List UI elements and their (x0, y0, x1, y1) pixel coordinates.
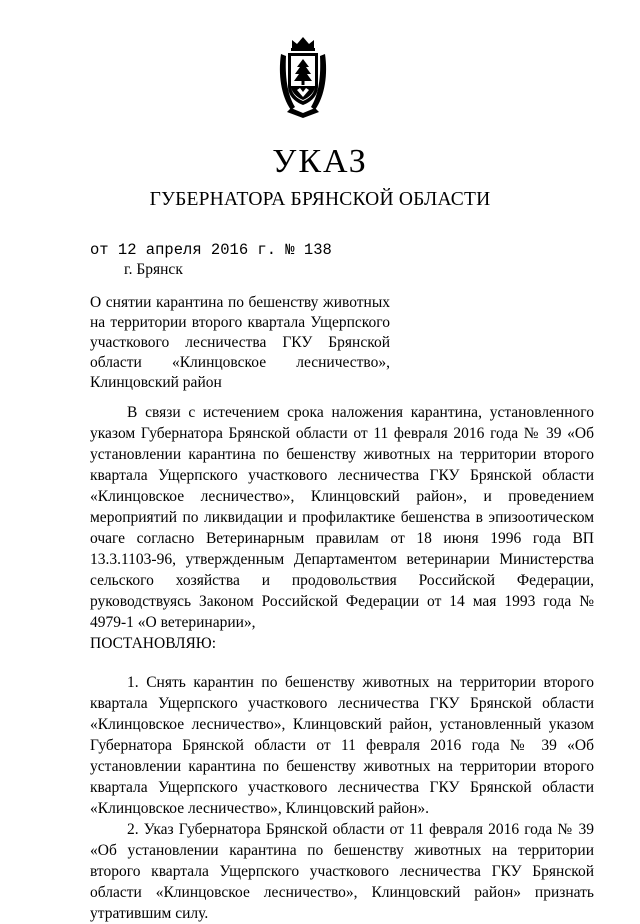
document-subtitle: ГУБЕРНАТОРА БРЯНСКОЙ ОБЛАСТИ (149, 189, 491, 210)
item-1-paragraph: 1. Снять карантин по бешенству животных на территории второго квартала Ущерпского участкового лесничества ГКУ Брянской области «Клинцовское лесничество», Клинцовский район, установленный указом Губернатора Брянской области от 11 февраля 2016 года № 39 «Об установлении карантина по бешенству животных на территории второго квартала Ущерпского участкового лесничества ГКУ Брянской области «Клинцовское лесничество», Клинцовский район». (90, 674, 594, 817)
date-and-number: от 12 апреля 2016 г. № 138 (90, 241, 332, 259)
document-subject: О снятии карантина по бешенству животных на территории второго квартала Ущерпского участкового лесничества ГКУ Брянской области «Клинцовское лесничество», Клинцовский район (90, 294, 390, 391)
city-label: г. Брянск (124, 261, 183, 278)
document-title: УКАЗ (272, 143, 368, 180)
item-2-paragraph: 2. Указ Губернатора Брянской области от 11 февраля 2016 года № 39 «Об установлении карантина по бешенству животных на территории второго квартала Ущерпского участкового лесничества ГКУ Брянской области «Клинцовское лесничество», Клинцовский район» признать утратившим силу. (90, 821, 594, 922)
preamble-paragraph: В связи с истечением срока наложения карантина, установленного указом Губернатора Брянской области от 11 февраля 2016 года № 39 «Об установлении карантина по бешенству животных на территории второго квартала Ущерпского участкового лесничества ГКУ Брянской области «Клинцовское лесничество», Клинцовский район», и проведением мероприятий по ликвидации и профилактике бешенства в эпизоотическом очаге согласно Ветеринарным правилам от 18 июня 1996 года ВП 13.3.1103-96, утвержденным Департаментом ветеринарии Министерства сельского хозяйства и продовольствия Российской Федерации, руководствуясь Законом Российской Федерации от 14 мая 1993 года № 4979-1 «О ветеринарии», (90, 404, 594, 631)
decree-word: ПОСТАНОВЛЯЮ: (90, 635, 217, 652)
bryansk-coat-of-arms-icon (277, 34, 329, 120)
document-body (90, 402, 594, 924)
